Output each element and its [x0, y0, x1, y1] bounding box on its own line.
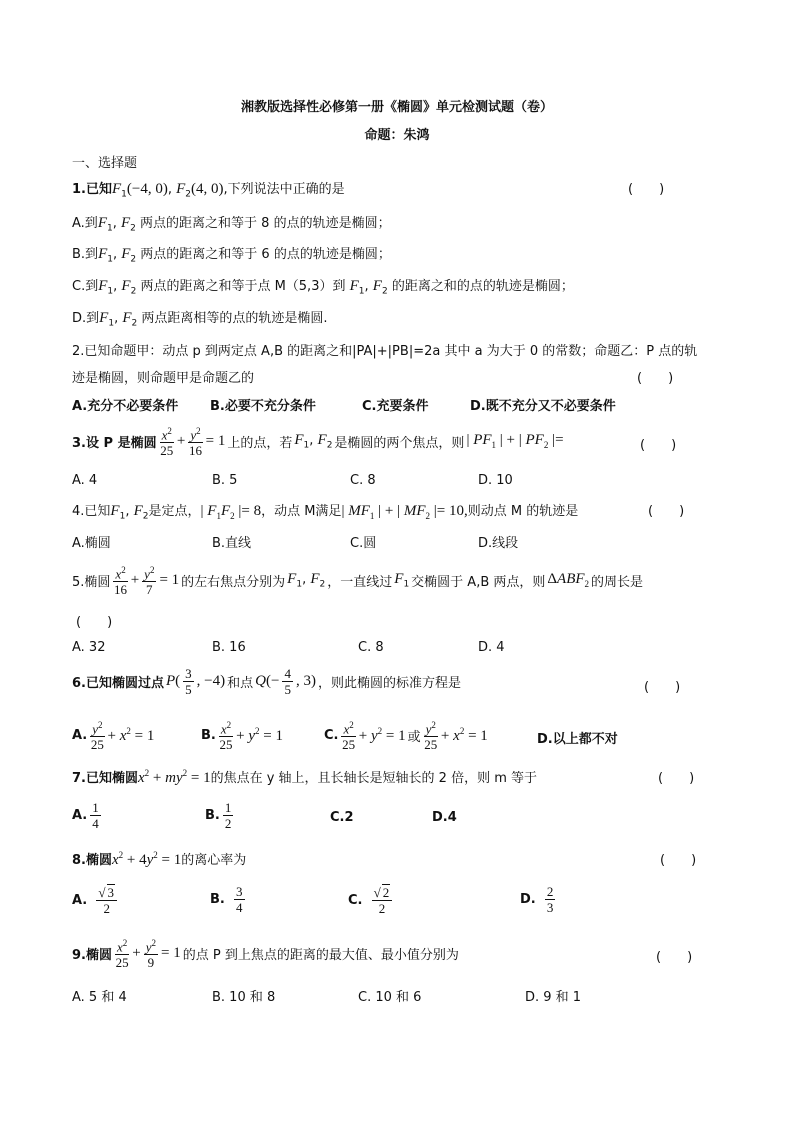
q8-option-c: C. $\frac{√ 2}{2}$ — [348, 884, 393, 916]
q6-option-a: A. $\frac{y^2}{25}$ + $x^2 = 1$ — [72, 720, 155, 753]
q1-option-a: A.到$F_1$, $F_2$ 两点的距离之和等于 8 的点的轨迹是椭圆； — [72, 215, 391, 234]
q1-answer-paren: ( ) — [628, 182, 665, 197]
q6-option-d: D.以上都不对 — [537, 732, 618, 747]
q6-option-b: B. $\frac{x^2}{25}$ + $y^2 = 1$ — [201, 720, 283, 753]
q2-stem-line2: 迹是椭圆，则命题甲是命题乙的 — [72, 371, 255, 386]
fraction: $\frac{√ 3}{2}$ — [96, 884, 117, 916]
q8-option-b: B. $\frac{3}{4}$ — [210, 884, 243, 915]
section-heading: 一、选择题 — [72, 156, 138, 171]
q3-answer-paren: ( ) — [640, 438, 677, 453]
q4-option-a: A.椭圆 — [72, 536, 111, 551]
q9-option-d: D. 9 和 1 — [525, 990, 582, 1005]
q3-option-c: C. 8 — [350, 473, 376, 488]
q2-answer-paren: ( ) — [637, 371, 674, 386]
fraction: $\frac{x^2}{25}$ — [219, 720, 233, 753]
q4-stem: 4.已知$F_1$, $F_2$是定点，| $F_1F_2$ |= 8，动点 M满足| $MF_1$ | + | $MF_2$ |= 10,则动点 M 的轨迹是 — [72, 503, 579, 522]
fraction: $\frac{3}{4}$ — [236, 884, 243, 915]
q9-answer-paren: ( ) — [656, 950, 693, 965]
q5-option-b: B. 16 — [212, 640, 246, 655]
fraction: $\frac{y^2}{25}$ — [424, 720, 438, 753]
q2-stem-line1: 2.已知命题甲：动点 p 到两定点 A,B 的距离之和|PA|+|PB|=2a 其中 a 为大于 0 的常数；命题乙：P 点的轨 — [72, 344, 698, 359]
page-title: 湘教版选择性必修第一册《椭圆》单元检测试题（卷） — [240, 100, 553, 115]
q9-stem: 9.椭圆 $\frac{x^2}{25}$ + $\frac{y^2}{9}$ = 1 的点 P 到上焦点的距离的最大值、最小值分别为 — [72, 938, 459, 971]
q8-option-a: A. $\frac{√ 3}{2}$ — [72, 884, 118, 916]
fraction: $\frac{1}{4}$ — [92, 800, 99, 831]
fraction: $\frac{y^2}{7}$ — [144, 565, 155, 598]
q1-option-d: D.到$F_1$, $F_2$ 两点距离相等的点的轨迹是椭圆. — [72, 310, 328, 329]
fraction: $\frac{4}{5}$ — [284, 666, 291, 697]
fraction: $\frac{√ 2}{2}$ — [372, 884, 393, 916]
q5-answer-paren: ( ) — [76, 615, 113, 630]
q2-option-c: C.充要条件 — [362, 399, 429, 414]
q7-stem: 7.已知椭圆$x^2 + my^2 = 1$的焦点在 y 轴上，且长轴长是短轴长的 2 倍，则 m 等于 — [72, 768, 538, 786]
q6-stem: 6.已知椭圆过点 P( $\frac{3}{5}$ , −4) 和点 Q(− $\frac{4}{5}$ , 3) ，则此椭圆的标准方程是 — [72, 666, 461, 697]
q2-option-a: A.充分不必要条件 — [72, 399, 179, 414]
q6-answer-paren: ( ) — [644, 680, 681, 695]
author-line: 命题：朱鸿 — [364, 128, 430, 143]
q8-stem: 8.椭圆$x^2 + 4y^2 = 1$的离心率为 — [72, 850, 247, 868]
q7-option-c: C.2 — [330, 810, 354, 825]
q5-stem: 5.椭圆 $\frac{x^2}{16}$ + $\frac{y^2}{7}$ = 1 的左右焦点分别为 $F_1$, $F_2$ ，一直线过 $F_1$ 交椭圆于 A,B 两点，则 $\Delta ABF_2$ 的周长是 — [72, 565, 644, 598]
fraction: $\frac{3}{5}$ — [185, 666, 192, 697]
q2-option-d: D.既不充分又不必要条件 — [470, 399, 616, 414]
q6-option-c: C. $\frac{x^2}{25}$ + $y^2 = 1$ 或 $\frac{y^2}{25}$ + $x^2 = 1$ — [324, 720, 488, 753]
q3-option-b: B. 5 — [212, 473, 238, 488]
q2-option-b: B.必要不充分条件 — [210, 399, 316, 414]
q4-answer-paren: ( ) — [648, 504, 685, 519]
q1-option-c: C.到$F_1$, $F_2$ 两点的距离之和等于点 M（5,3）到 $F_1$, $F_2$ 的距离之和的点的轨迹是椭圆； — [72, 278, 574, 297]
q4-option-c: C.圆 — [350, 536, 377, 551]
q9-option-b: B. 10 和 8 — [212, 990, 276, 1005]
fraction: $\frac{y^2}{16}$ — [188, 426, 202, 459]
fraction: $\frac{y^2}{9}$ — [145, 938, 157, 971]
q5-option-a: A. 32 — [72, 640, 106, 655]
q7-answer-paren: ( ) — [658, 771, 695, 786]
q3-option-a: A. 4 — [72, 473, 98, 488]
fraction: $\frac{x^2}{25}$ — [160, 426, 174, 459]
q4-option-b: B.直线 — [212, 536, 252, 551]
q7-option-a: A. $\frac{1}{4}$ — [72, 800, 99, 831]
q8-answer-paren: ( ) — [660, 853, 697, 868]
q5-option-d: D. 4 — [478, 640, 505, 655]
q8-option-d: D. $\frac{2}{3}$ — [520, 884, 554, 915]
fraction: $\frac{x^2}{25}$ — [342, 720, 356, 753]
fraction: $\frac{y^2}{25}$ — [90, 720, 104, 753]
q9-option-c: C. 10 和 6 — [358, 990, 422, 1005]
fraction: $\frac{x^2}{16}$ — [114, 565, 128, 598]
q7-option-b: B. $\frac{1}{2}$ — [205, 800, 232, 831]
q1-stem: 1.已知$F_1(-4$, 0), $F_2(4$, 0),下列说法中正确的是 — [72, 181, 345, 200]
fraction: $\frac{x^2}{25}$ — [115, 938, 129, 971]
q3-stem: 3.设 P 是椭圆 $\frac{x^2}{25}$ + $\frac{y^2}{16}$ = 1 上的点，若 $F_1$, $F_2$ 是椭圆的两个焦点，则 | $PF_1$ | + | $PF_2$ |= — [72, 426, 564, 459]
fraction: $\frac{1}{2}$ — [224, 800, 232, 831]
q3-option-d: D. 10 — [478, 473, 513, 488]
q7-option-d: D.4 — [432, 810, 457, 825]
fraction: $\frac{2}{3}$ — [546, 884, 554, 915]
q4-option-d: D.线段 — [478, 536, 519, 551]
q1-option-b: B.到$F_1$, $F_2$ 两点的距离之和等于 6 的点的轨迹是椭圆； — [72, 246, 391, 265]
q5-option-c: C. 8 — [358, 640, 384, 655]
q9-option-a: A. 5 和 4 — [72, 990, 127, 1005]
